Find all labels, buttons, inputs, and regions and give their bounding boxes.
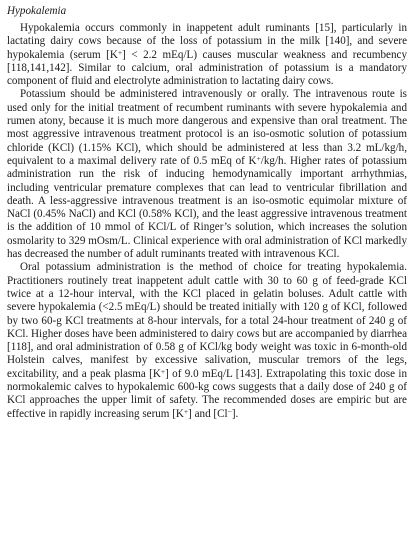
text-run: ] of 9.0 mEq/L [143]. Extrapolating this toxic dose in normokalemic calves to hypokalemic 600-kg cows suggests that a daily dose of 240 g of KCl approaches the upper limit of safety. The recommended doses are empiric but are effective in rapidly increasing serum [K — [7, 367, 407, 420]
body-text — [7, 22, 407, 421]
text-run: ]. — [231, 407, 239, 420]
superscript: + — [256, 153, 261, 163]
superscript: − — [227, 406, 232, 416]
text-run: Hypokalemia occurs commonly in inappetent adult ruminants [15], particularly in lactating dairy cows because of the loss of potassium in the milk [140], and severe hypokalemia (serum [K — [7, 22, 407, 61]
text-run: /kg/h. Higher rates of potassium administration run the risk of inducing hemodynamically important arrhythmias, including ventricular premature complexes that can lead to ventricular fibrillation and death. A less-aggressive intravenous treatment is an iso-osmotic equimolar mixture of NaCl (0.45% NaCl) and KCl (0.58% KCl), and the least aggressive intravenous treatment is the addition of 10 mmol of KCl/L of Ringer’s solution, which increases the solution osmolarity to 329 mOsm/L. Clinical experience with oral administration of KCl markedly has decreased the number of adult ruminants treated with intravenous KCl. — [7, 154, 407, 261]
paragraph — [7, 88, 407, 261]
text-run: Potassium should be administered intravenously or orally. The intravenous route is used only for the initial treatment of recumbent ruminants with severe hypokalemia and rumen atony, because it is much more dangerous and expensive than oral treatment. The most aggressive intravenous treatment protocol is an iso-osmotic solution of potassium chloride (KCl) (1.15% KCl), which should be administered at less than 3.2 mL/kg/h, equivalent to a maximal delivery rate of 0.5 mEq of K — [7, 88, 407, 167]
paragraph — [7, 261, 407, 421]
paragraph — [7, 22, 407, 88]
text-run: Oral potassium administration is the method of choice for treating hypokalemia. Practitioners routinely treat inappetent adult cattle with 30 to 60 g of feed-grade KCl twice at a 12-hour interval, with the KCl placed in gelatin boluses. Adult cattle with severe hypokalemia (<2.5 mEq/L) should be treated initially with 120 g of KCl, followed by two 60-g KCl treatments at 8-hour intervals, for a total 24-hour treatment of 240 g of KCl. Higher doses have been administered to dairy cows but are accompanied by diarrhea [118], and oral administration of 0.58 g of KCl/kg body weight was toxic in 6-month-old Holstein calves, manifest by excessive salivation, muscular tremors of the legs, excitability, and a peak plasma [K — [7, 261, 407, 380]
text-run: ] < 2.2 mEq/L) causes muscular weakness and recumbency [118,141,142]. Similar to calcium, oral administration of potassium is a mandatory component of fluid and electrolyte administration to lactating dairy cows. — [7, 48, 407, 88]
text-run: ] and [Cl — [188, 407, 228, 420]
superscript: + — [183, 406, 189, 416]
section-title: Hypokalemia — [7, 5, 67, 17]
superscript: + — [117, 47, 123, 57]
superscript: + — [160, 366, 166, 376]
